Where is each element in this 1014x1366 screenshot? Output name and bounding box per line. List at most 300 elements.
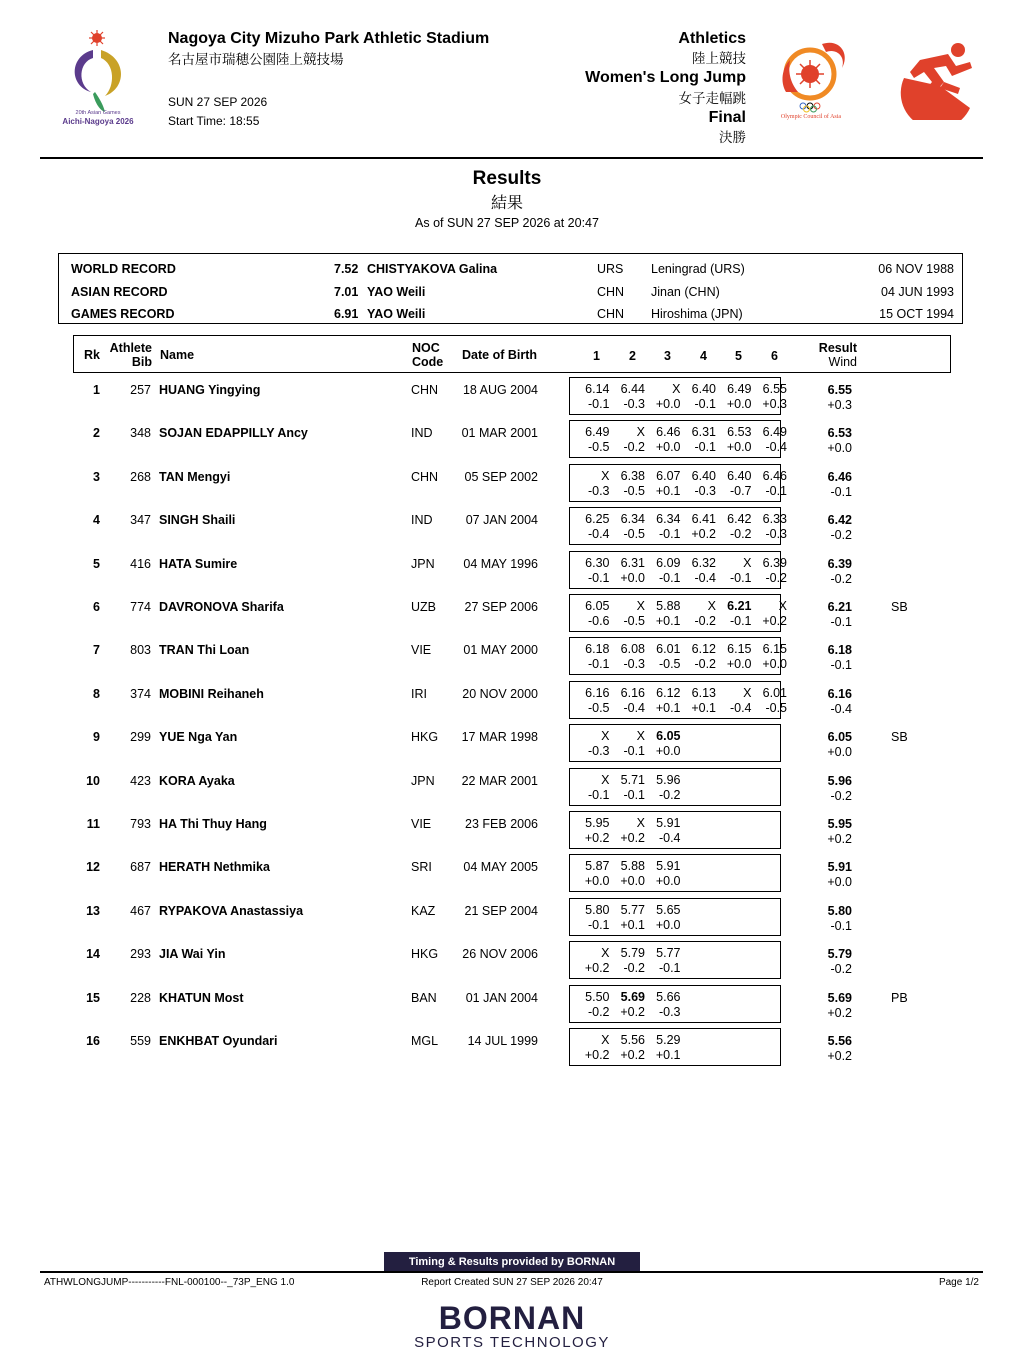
col-rank: Rk: [84, 348, 100, 362]
record-date: 15 OCT 1994: [879, 307, 954, 321]
table-row: [0, 513, 1014, 556]
athlete-name: HUANG Yingying: [159, 383, 261, 397]
attempt-distance: X: [601, 1033, 610, 1047]
attempt-wind: -0.7: [729, 483, 752, 498]
attempt-wind: -0.1: [587, 657, 610, 672]
attempt-distance: 6.34: [656, 512, 681, 527]
attempt-wind: -0.4: [658, 831, 681, 845]
noc-code: CHN: [411, 383, 439, 397]
athlete-name: TAN Mengyi: [159, 469, 231, 484]
attempt-distance: 6.41: [691, 512, 716, 527]
attempts-box: [569, 898, 781, 936]
attempt-wind: -0.5: [623, 614, 645, 628]
as-of-timestamp: As of SUN 27 SEP 2026 at 20:47: [415, 216, 599, 230]
rank: 10: [86, 773, 100, 788]
record-label: ASIAN RECORD: [71, 285, 168, 299]
result-mark: 5.56: [827, 1034, 852, 1048]
athlete-name: ENKHBAT Oyundari: [159, 1034, 278, 1048]
attempt-wind: -0.5: [765, 700, 787, 715]
report-code: ATHWLONGJUMP-----------FNL-000100--_73P_ENG 1.0: [44, 1277, 295, 1288]
attempts-box: [569, 681, 787, 719]
athlete-name: MOBINI Reihaneh: [159, 686, 264, 701]
record-row: [59, 285, 962, 307]
result-wind: -0.1: [830, 484, 852, 499]
attempt-distance: 6.40: [691, 468, 716, 483]
col-attempt-1: 1: [593, 349, 600, 363]
attempt-wind: -0.3: [623, 397, 645, 411]
attempts-box: [569, 420, 787, 458]
result-wind: -0.2: [830, 788, 852, 803]
table-row: [0, 687, 1014, 730]
attempts-box: [569, 507, 787, 545]
attempt-distance: 6.12: [691, 642, 716, 657]
report-created: Report Created SUN 27 SEP 2026 20:47: [421, 1277, 603, 1288]
attempt-wind: -0.3: [623, 657, 645, 672]
event-date: SUN 27 SEP 2026: [168, 95, 268, 109]
record-location: Hiroshima (JPN): [651, 307, 743, 321]
rank: 16: [86, 1034, 100, 1048]
result-note: SB: [891, 600, 908, 614]
attempt-wind: -0.3: [587, 483, 610, 498]
noc-code: VIE: [411, 817, 432, 831]
records-table: [58, 253, 963, 324]
attempt-wind: -0.4: [694, 570, 716, 585]
attempt-wind: +0.0: [726, 397, 752, 411]
athlete-name: DAVRONOVA Sharifa: [159, 600, 284, 614]
date-of-birth: 14 JUL 1999: [467, 1034, 538, 1048]
date-of-birth: 22 MAR 2001: [461, 773, 538, 788]
noc-code: JPN: [411, 556, 435, 571]
noc-code: VIE: [411, 643, 432, 658]
record-noc: CHN: [597, 307, 625, 321]
attempt-distance: 6.14: [585, 382, 610, 396]
attempt-distance: 5.96: [656, 772, 681, 787]
attempt-distance: X: [636, 425, 645, 440]
attempt-distance: 6.55: [762, 382, 787, 396]
timing-banner: Timing & Results provided by BORNAN: [384, 1252, 640, 1272]
noc-code: KAZ: [411, 903, 436, 918]
result-wind: +0.2: [827, 832, 852, 846]
phase-name-jp: 決勝: [719, 130, 746, 145]
attempt-distance: 6.18: [585, 642, 610, 657]
attempt-wind: +0.0: [655, 874, 681, 889]
col-noc: NOC: [412, 341, 440, 355]
attempt-distance: 6.16: [585, 685, 610, 700]
date-of-birth: 04 MAY 2005: [463, 860, 538, 875]
attempts-box: [569, 854, 781, 892]
date-of-birth: 05 SEP 2002: [464, 469, 538, 484]
result-wind: -0.2: [830, 962, 852, 977]
attempt-wind: -0.5: [623, 527, 645, 542]
rank: 15: [86, 990, 100, 1005]
col-code: Code: [412, 355, 444, 369]
attempt-distance: 5.71: [620, 772, 645, 787]
attempt-distance: 6.40: [691, 382, 716, 396]
col-attempt-3: 3: [664, 349, 671, 363]
rank: 4: [93, 513, 100, 528]
attempt-distance: X: [601, 946, 610, 961]
attempt-distance: 6.25: [585, 512, 610, 527]
attempt-wind: -0.2: [658, 787, 681, 802]
attempt-distance: 5.95: [585, 816, 610, 830]
attempt-wind: +0.0: [655, 397, 681, 411]
attempt-distance: 5.65: [656, 902, 681, 917]
venue-name-jp: 名古屋市瑞穂公園陸上競技場: [168, 52, 344, 67]
noc-code: BAN: [411, 990, 437, 1005]
attempt-wind: -0.2: [694, 657, 716, 672]
attempt-wind: -0.1: [729, 614, 752, 628]
attempt-wind: -0.1: [694, 397, 716, 411]
date-of-birth: 27 SEP 2006: [464, 600, 538, 614]
table-row: [0, 904, 1014, 947]
table-row: [0, 557, 1014, 600]
attempts-box: [569, 551, 787, 589]
result-wind: +0.2: [827, 1005, 852, 1020]
attempt-distance: 5.77: [620, 902, 645, 917]
date-of-birth: 01 MAY 2000: [463, 643, 538, 658]
attempt-distance: 5.91: [656, 859, 681, 874]
record-noc: URS: [597, 262, 624, 276]
attempt-wind: +0.2: [620, 831, 645, 845]
attempt-wind: -0.4: [765, 440, 787, 455]
record-holder: YAO Weili: [367, 307, 426, 321]
attempt-wind: -0.4: [587, 527, 610, 542]
attempt-distance: 6.44: [620, 382, 645, 396]
result-mark: 6.16: [827, 686, 852, 701]
result-mark: 5.95: [827, 817, 852, 831]
noc-code: MGL: [411, 1034, 439, 1048]
athlete-name: HATA Sumire: [159, 556, 238, 571]
bib: 374: [130, 686, 151, 701]
result-wind: -0.1: [830, 615, 852, 629]
attempt-distance: 6.31: [691, 425, 716, 440]
bib: 803: [130, 643, 151, 658]
athlete-name: KORA Ayaka: [159, 773, 235, 788]
attempt-wind: -0.5: [623, 483, 645, 498]
record-holder: YAO Weili: [367, 285, 426, 299]
attempt-distance: 5.66: [656, 989, 681, 1004]
record-row: [59, 262, 962, 284]
bib: 687: [130, 860, 151, 875]
rank: 13: [86, 903, 100, 918]
date-of-birth: 04 MAY 1996: [463, 556, 538, 571]
bib: 559: [130, 1034, 151, 1048]
record-noc: CHN: [597, 285, 625, 299]
table-row: [0, 991, 1014, 1034]
date-of-birth: 01 JAN 2004: [465, 990, 538, 1005]
attempt-wind: -0.3: [658, 1004, 681, 1019]
attempt-distance: 5.88: [620, 859, 645, 874]
oca-logo: [770, 34, 852, 126]
noc-code: CHN: [411, 469, 439, 484]
result-wind: -0.1: [830, 658, 852, 673]
bornan-logo-subtitle: SPORTS TECHNOLOGY: [414, 1334, 610, 1351]
attempt-wind: -0.6: [587, 614, 610, 628]
result-wind: -0.2: [830, 528, 852, 543]
athletics-pictogram-icon: [900, 38, 974, 120]
attempt-wind: -0.1: [587, 787, 610, 802]
attempt-distance: 6.53: [727, 425, 752, 440]
bib: 228: [130, 990, 151, 1005]
attempt-wind: -0.3: [765, 527, 787, 542]
bornan-logo: BORNAN: [438, 1300, 586, 1336]
result-mark: 5.69: [827, 990, 852, 1005]
attempt-distance: 5.88: [656, 599, 681, 613]
attempt-wind: +0.0: [655, 917, 681, 932]
attempt-wind: +0.1: [691, 700, 716, 715]
results-column-header: [73, 335, 951, 373]
bib: 293: [130, 947, 151, 962]
table-row: [0, 817, 1014, 860]
result-wind: +0.0: [827, 441, 852, 456]
attempt-wind: -0.1: [623, 787, 645, 802]
attempt-wind: -0.1: [658, 570, 681, 585]
col-attempt-4: 4: [700, 349, 707, 363]
attempt-distance: 6.34: [620, 512, 645, 527]
result-note: PB: [891, 990, 908, 1005]
games-logo-text-2: Aichi-Nagoya 2026: [62, 117, 134, 126]
attempt-wind: -0.1: [587, 397, 610, 411]
record-row: [59, 307, 962, 329]
attempt-wind: -0.5: [587, 700, 610, 715]
athlete-name: KHATUN Most: [159, 990, 244, 1005]
result-mark: 6.18: [827, 643, 852, 658]
attempt-wind: -0.2: [623, 961, 645, 976]
col-attempt-2: 2: [629, 349, 636, 363]
result-note: SB: [891, 730, 908, 745]
rank: 5: [93, 556, 100, 571]
attempt-distance: X: [778, 599, 787, 613]
attempt-distance: 6.01: [762, 685, 787, 700]
attempt-wind: -0.1: [694, 440, 716, 455]
rank: 11: [86, 817, 100, 831]
attempt-wind: +0.1: [655, 1048, 681, 1062]
noc-code: IND: [411, 426, 433, 441]
table-row: [0, 1034, 1014, 1077]
attempt-wind: -0.4: [729, 700, 752, 715]
col-attempt-5: 5: [735, 349, 742, 363]
attempt-distance: 6.38: [620, 468, 645, 483]
result-wind: -0.2: [830, 571, 852, 586]
athlete-name: SOJAN EDAPPILLY Ancy: [159, 426, 308, 441]
record-mark: 7.52: [334, 262, 359, 276]
result-mark: 5.91: [827, 860, 852, 875]
attempt-wind: -0.3: [587, 744, 610, 759]
noc-code: UZB: [411, 600, 436, 614]
attempt-distance: 5.87: [585, 859, 610, 874]
record-holder: CHISTYAKOVA Galina: [367, 262, 498, 276]
date-of-birth: 18 AUG 2004: [462, 383, 538, 397]
table-row: [0, 730, 1014, 773]
attempt-distance: 6.49: [727, 382, 752, 396]
attempt-distance: 6.33: [762, 512, 787, 527]
bib: 774: [130, 600, 151, 614]
record-label: WORLD RECORD: [71, 262, 176, 276]
col-attempt-6: 6: [771, 349, 778, 363]
attempts-box: [569, 464, 787, 502]
attempt-wind: +0.2: [620, 1048, 645, 1062]
result-mark: 5.96: [827, 773, 852, 788]
athlete-name: YUE Nga Yan: [159, 730, 238, 745]
attempt-wind: +0.1: [655, 700, 681, 715]
attempts-box: [569, 985, 781, 1023]
attempt-distance: 6.49: [585, 425, 610, 440]
table-row: [0, 383, 1014, 426]
attempt-distance: 6.15: [727, 642, 752, 657]
table-row: [0, 643, 1014, 686]
games-logo: [55, 28, 141, 132]
attempt-distance: 6.05: [585, 599, 610, 613]
attempt-distance: 6.31: [620, 555, 645, 570]
attempts-box: [569, 768, 781, 806]
attempts-box: [569, 811, 781, 849]
rank: 9: [93, 730, 100, 745]
attempt-distance: 6.39: [762, 555, 787, 570]
result-mark: 6.05: [827, 730, 852, 745]
attempt-wind: -0.1: [658, 961, 681, 976]
athlete-name: RYPAKOVA Anastassiya: [159, 903, 304, 918]
col-result: Result: [818, 341, 857, 355]
bib: 299: [130, 730, 151, 745]
attempt-wind: -0.1: [587, 570, 610, 585]
table-row: [0, 426, 1014, 469]
attempt-wind: -0.2: [765, 570, 787, 585]
attempt-wind: -0.3: [694, 483, 716, 498]
noc-code: IND: [411, 513, 433, 528]
table-row: [0, 600, 1014, 643]
attempt-wind: -0.2: [694, 614, 716, 628]
attempt-distance: 6.08: [620, 642, 645, 657]
attempts-box: [569, 594, 787, 632]
record-location: Jinan (CHN): [651, 285, 720, 299]
attempt-wind: +0.0: [620, 874, 645, 889]
attempt-wind: +0.0: [726, 440, 752, 455]
result-mark: 6.42: [827, 513, 852, 528]
table-row: [0, 947, 1014, 990]
record-date: 06 NOV 1988: [878, 262, 954, 276]
attempt-wind: -0.1: [623, 744, 645, 759]
bib: 467: [130, 903, 151, 918]
sport-name-jp: 陸上競技: [692, 51, 746, 66]
page-title-jp: 結果: [490, 195, 523, 212]
attempt-wind: +0.0: [726, 657, 752, 672]
date-of-birth: 01 MAR 2001: [461, 426, 538, 441]
col-bib: Bib: [131, 355, 152, 369]
rank: 8: [93, 686, 100, 701]
result-mark: 6.53: [827, 426, 852, 441]
event-name-jp: 女子走幅跳: [678, 91, 746, 106]
date-of-birth: 21 SEP 2004: [464, 903, 538, 918]
result-mark: 5.79: [827, 947, 852, 962]
athlete-name: HERATH Nethmika: [159, 860, 270, 875]
rank: 6: [93, 600, 100, 614]
attempts-box: [569, 724, 781, 762]
bib: 348: [130, 426, 151, 441]
result-mark: 6.21: [827, 600, 852, 614]
result-wind: -0.4: [830, 701, 852, 716]
header-divider: [40, 157, 983, 159]
attempt-distance: X: [636, 729, 645, 744]
attempt-distance: 6.12: [656, 685, 681, 700]
athlete-name: SINGH Shaili: [159, 513, 236, 528]
result-wind: -0.1: [830, 918, 852, 933]
venue-name: Nagoya City Mizuho Park Athletic Stadium: [168, 30, 490, 47]
table-row: [0, 470, 1014, 513]
record-location: Leningrad (URS): [651, 262, 745, 276]
date-of-birth: 17 MAR 1998: [461, 730, 538, 745]
bib: 416: [130, 556, 151, 571]
attempt-distance: 6.46: [656, 425, 681, 440]
result-wind: +0.2: [827, 1049, 852, 1063]
result-mark: 6.55: [827, 383, 852, 397]
attempt-distance: X: [601, 729, 610, 744]
col-wind: Wind: [828, 355, 857, 369]
attempt-distance: 5.56: [620, 1033, 645, 1047]
attempt-distance: 6.42: [727, 512, 752, 527]
attempt-wind: -0.5: [587, 440, 610, 455]
attempt-distance: 6.01: [656, 642, 681, 657]
attempt-distance: X: [636, 599, 645, 613]
result-wind: +0.0: [827, 875, 852, 890]
rank: 1: [93, 383, 100, 397]
attempt-wind: -0.1: [658, 527, 681, 542]
event-name: Women's Long Jump: [585, 69, 746, 86]
attempt-distance: X: [636, 816, 645, 830]
games-logo-text-1: 20th Asian Games: [75, 110, 121, 116]
attempt-wind: +0.2: [762, 614, 787, 628]
col-name: Name: [160, 348, 195, 362]
table-row: [0, 860, 1014, 903]
attempt-wind: +0.0: [620, 570, 645, 585]
rank: 3: [93, 469, 100, 484]
page-number: Page 1/2: [938, 1277, 979, 1288]
attempt-distance: 6.07: [656, 468, 681, 483]
col-athlete: Athlete: [109, 341, 152, 355]
result-mark: 5.80: [827, 903, 852, 918]
attempt-distance: X: [743, 685, 752, 700]
attempt-distance: X: [601, 772, 610, 787]
attempt-distance: 5.29: [656, 1033, 681, 1047]
page-title: Results: [472, 168, 542, 189]
phase-name: Final: [708, 109, 746, 126]
attempt-wind: +0.1: [655, 483, 681, 498]
record-date: 04 JUN 1993: [881, 285, 954, 299]
attempt-distance: 5.77: [656, 946, 681, 961]
date-of-birth: 23 FEB 2006: [465, 817, 538, 831]
attempt-wind: +0.0: [655, 440, 681, 455]
record-label: GAMES RECORD: [71, 307, 175, 321]
attempt-wind: +0.2: [584, 831, 610, 845]
sport-name: Athletics: [678, 30, 746, 47]
date-of-birth: 07 JAN 2004: [465, 513, 538, 528]
athlete-name: HA Thi Thuy Hang: [159, 817, 267, 831]
attempt-wind: +0.0: [762, 657, 787, 672]
attempt-distance: X: [743, 555, 752, 570]
rank: 12: [86, 860, 100, 875]
attempt-distance: 6.09: [656, 555, 681, 570]
noc-code: JPN: [411, 773, 435, 788]
attempt-distance: X: [707, 599, 716, 613]
athlete-name: JIA Wai Yin: [159, 947, 226, 962]
attempt-distance: 6.49: [762, 425, 787, 440]
bib: 793: [130, 817, 151, 831]
result-mark: 6.46: [827, 469, 852, 484]
rank: 14: [86, 947, 100, 962]
attempt-distance: 6.46: [762, 468, 787, 483]
bib: 268: [130, 469, 151, 484]
attempt-distance: 6.15: [762, 642, 787, 657]
bib: 347: [130, 513, 151, 528]
